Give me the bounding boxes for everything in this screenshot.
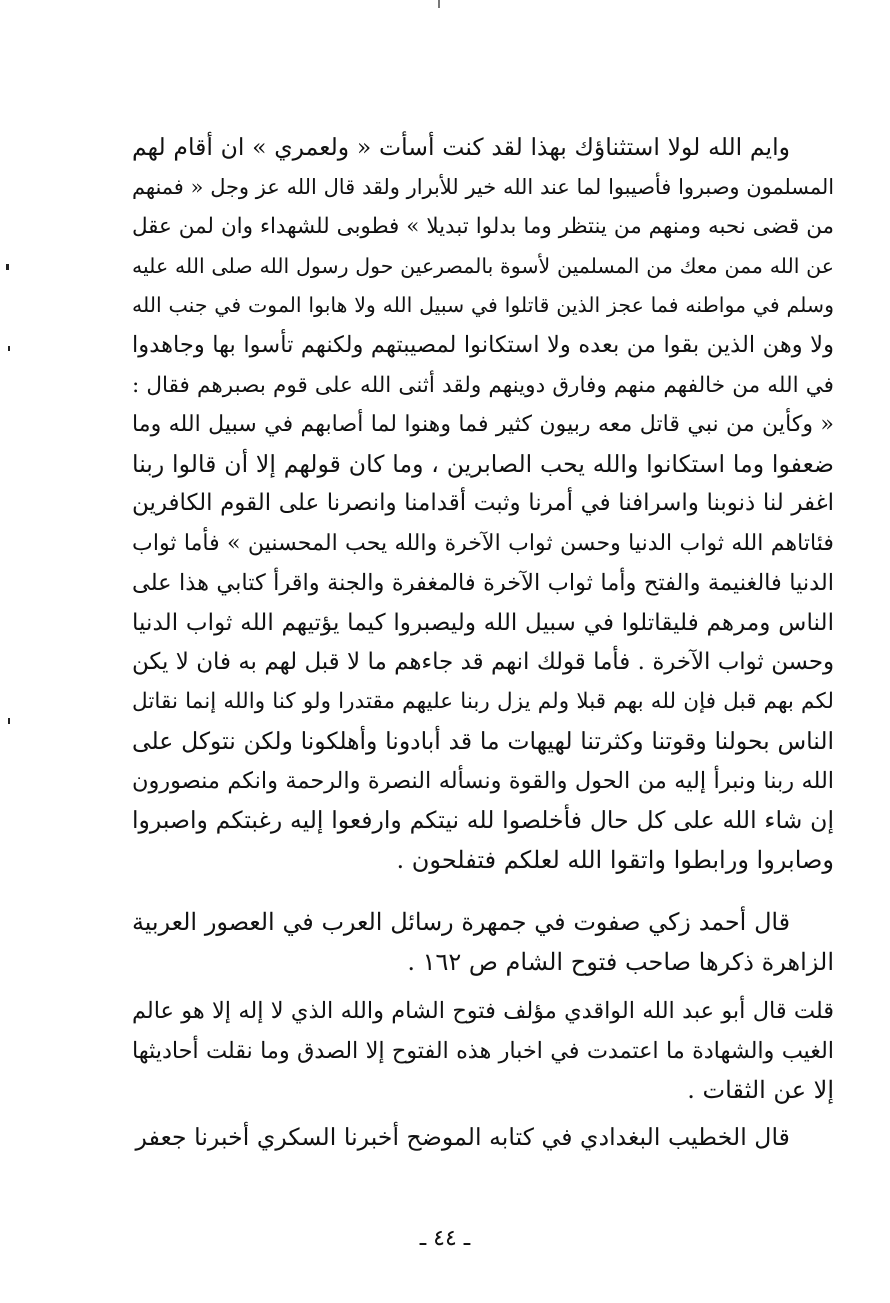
text-line: الناس بحولنا وقوتنا وكثرتنا لهيهات ما قد أبادونا وأهلكونا ولكن نتوكل على <box>132 726 834 755</box>
paragraph-letter-continuation <box>132 128 834 880</box>
text-line: عن الله ممن معك من المسلمين لأسوة بالمصرعين حول رسول الله صلى الله عليه <box>132 253 834 278</box>
paragraph-author-statement <box>132 992 834 1111</box>
text-line: « وكأين من نبي قاتل معه ربيون كثير فما وهنوا لما أصابهم في سبيل الله وما <box>132 411 834 438</box>
text-line: الله ربنا ونبرأ إليه من الحول والقوة ونسأله النصرة والرحمة وانكم منصورون <box>132 767 834 794</box>
text-line: المسلمون وصبروا فأصيبوا لما عند الله خير للأبرار ولقد قال الله عز وجل « فمنهم <box>132 174 834 199</box>
page-number: ـ ٤٤ ـ <box>419 1226 471 1251</box>
text-line: ضعفوا وما استكانوا والله يحب الصابرين ، وما كان قولهم إلا أن قالوا ربنا <box>132 449 834 478</box>
text-line: وايم الله لولا استثناؤك بهذا لقد كنت أسأت « ولعمري » ان أقام لهم <box>132 133 790 161</box>
text-line: لكم بهم قبل فإن لله بهم قبلا ولم يزل ربنا عليهم مقتدرا ولو كنا والله إنما نقاتل <box>132 689 834 715</box>
text-line: إن شاء الله على كل حال فأخلصوا لله نيتكم وارفعوا إليه رغبتكم واصبروا <box>132 806 834 835</box>
paragraph-khatib-narration <box>132 1118 834 1158</box>
text-line: قال أحمد زكي صفوت في جمهرة رسائل العرب في العصور العربية <box>132 908 790 936</box>
text-line: الدنيا فالغنيمة والفتح وأما ثواب الآخرة فالمغفرة والجنة واقرأ كتابي هذا على <box>132 569 834 596</box>
text-line: إلا عن الثقات . <box>687 1076 834 1105</box>
margin-speck <box>6 264 9 270</box>
top-speck <box>438 0 440 8</box>
text-line: الغيب والشهادة ما اعتمدت في اخبار هذه الفتوح إلا الصدق وما نقلت أحاديثها <box>132 1037 834 1064</box>
text-line: فئاتاهم الله ثواب الدنيا وحسن ثواب الآخرة والله يحب المحسنين » فأما ثواب <box>132 529 834 556</box>
text-line: من قضى نحبه ومنهم من ينتظر وما بدلوا تبديلا » فطوبى للشهداء وان لمن عقل <box>132 214 834 240</box>
text-line: الزاهرة ذكرها صاحب فتوح الشام ص ١٦٢ . <box>407 947 834 976</box>
paragraph-source-citation <box>132 903 834 982</box>
text-line: اغفر لنا ذنوبنا واسرافنا في أمرنا وثبت أقدامنا وانصرنا على القوم الكافرين <box>132 490 834 517</box>
text-line: ولا وهن الذين بقوا من بعده ولا استكانوا لمصيبتهم ولكنهم تأسوا بها وجاهدوا <box>132 331 834 358</box>
text-line: وسلم في مواطنه فما عجز الذين قاتلوا في سبيل الله ولا هابوا الموت في جنب الله <box>132 293 834 318</box>
text-line: في الله من خالفهم منهم وفارق دوينهم ولقد أثنى الله على قوم بصبرهم فقال : <box>132 372 834 398</box>
text-line: قال الخطيب البغدادي في كتابه الموضح أخبرنا السكري أخبرنا جعفر <box>135 1123 790 1151</box>
margin-speck <box>8 346 10 351</box>
text-line: الناس ومرهم فليقاتلوا في سبيل الله وليصبروا كيما يؤتيهم الله ثواب الدنيا <box>132 609 834 637</box>
text-line: وحسن ثواب الآخرة . فأما قولك انهم قد جاءهم ما لا قبل لهم به فان لا يكن <box>132 648 834 675</box>
margin-speck <box>8 718 10 724</box>
text-line: وصابروا ورابطوا واتقوا الله لعلكم فتفلحون . <box>396 845 834 874</box>
text-line: قلت قال أبو عبد الله الواقدي مؤلف فتوح الشام والله الذي لا إله إلا هو عالم <box>132 998 834 1024</box>
